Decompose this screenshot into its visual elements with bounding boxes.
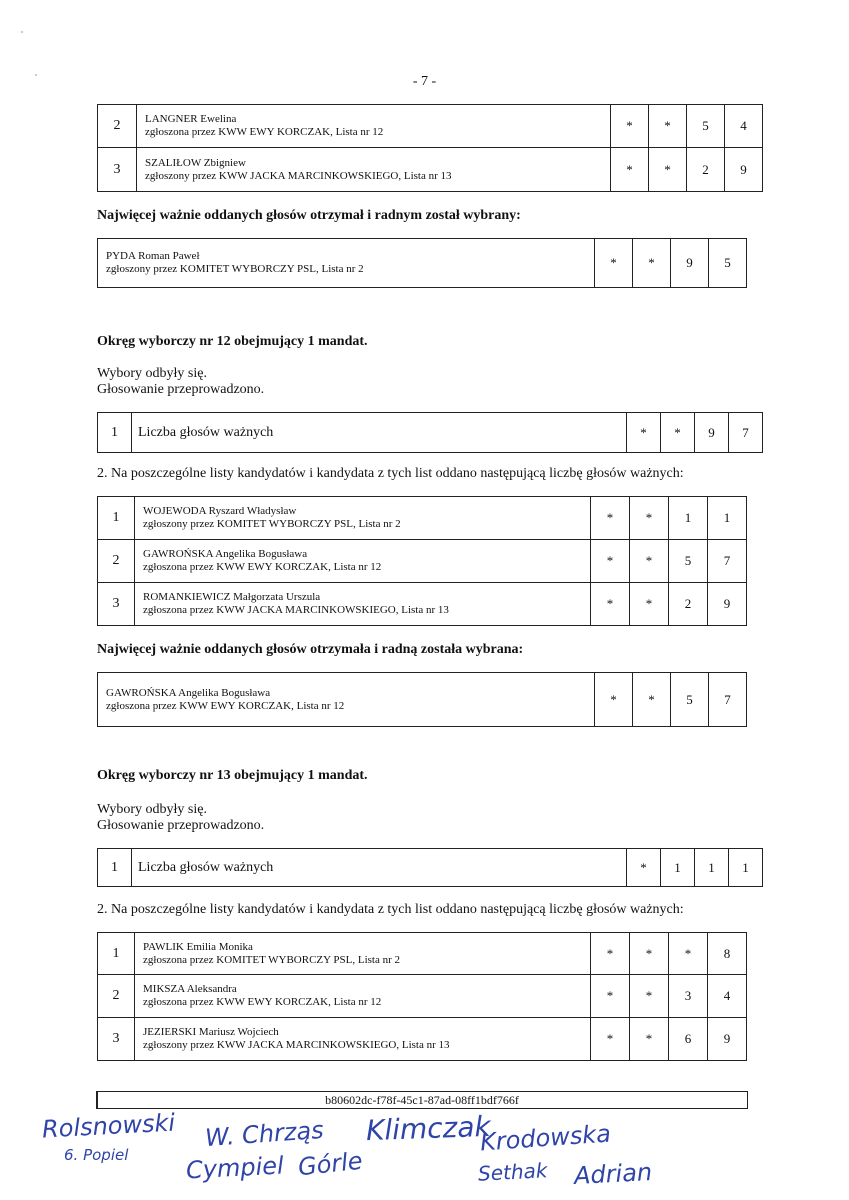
- candidate-name: ROMANKIEWICZ Małgorzata Urszula: [143, 591, 321, 603]
- table-row: 1 WOJEWODA Ryszard Władysław zgłoszony przez KOMITET WYBORCZY PSL, Lista nr 2 * * 1 1: [98, 497, 747, 540]
- district-12-voting-status: Głosowanie przeprowadzono.: [97, 382, 265, 397]
- candidates-table-district-11: [97, 104, 763, 192]
- document-id: [96, 1091, 748, 1109]
- signature: Adrian: [573, 1157, 653, 1191]
- candidate-committee: zgłoszona przez KWW EWY KORCZAK, Lista nr 12: [143, 561, 382, 573]
- candidate-committee: zgłoszona przez KWW JACKA MARCINKOWSKIEGO, Lista nr 13: [143, 604, 449, 616]
- valid-votes-table-district-12: [97, 412, 763, 453]
- candidate-name: LANGNER Ewelina: [145, 113, 237, 125]
- signature: 6. Popiel: [64, 1146, 129, 1164]
- winner-heading: Najwięcej ważnie oddanych głosów otrzymała i radną została wybrana:: [97, 642, 524, 657]
- district-12-intro: 2. Na poszczególne listy kandydatów i kandydata z tych list oddano następującą liczbę głosów ważnych:: [97, 466, 684, 481]
- signature: Krodowska: [479, 1119, 612, 1157]
- table-row: 3 JEZIERSKI Mariusz Wojciech zgłoszony przez KWW JACKA MARCINKOWSKIEGO, Lista nr 13 * * 6 9: [98, 1018, 747, 1061]
- signature: Cympiel: [185, 1151, 285, 1185]
- candidate-name: JEZIERSKI Mariusz Wojciech: [143, 1026, 279, 1038]
- district-13-intro: 2. Na poszczególne listy kandydatów i kandydata z tych list oddano następującą liczbę głosów ważnych:: [97, 902, 684, 917]
- candidate-name: PAWLIK Emilia Monika: [143, 940, 253, 953]
- winner-name: PYDA Roman Paweł: [106, 250, 200, 262]
- candidate-name: GAWROŃSKA Angelika Bogusława: [143, 548, 308, 560]
- winner-table-district-11: [97, 238, 747, 288]
- scan-speck: [21, 31, 23, 33]
- winner-table-district-12: [97, 672, 747, 727]
- candidate-committee: zgłoszona przez KOMITET WYBORCZY PSL, Lista nr 2: [143, 953, 401, 966]
- candidates-table-district-12: [97, 496, 747, 626]
- candidate-committee: zgłoszony przez KWW JACKA MARCINKOWSKIEGO, Lista nr 13: [143, 1039, 450, 1051]
- valid-votes-label: Liczba głosów ważnych: [132, 413, 627, 453]
- valid-votes-table-district-13: [97, 848, 763, 887]
- winner-heading: Najwięcej ważnie oddanych głosów otrzymał i radnym został wybrany:: [97, 208, 521, 223]
- district-13-voting-status: Głosowanie przeprowadzono.: [97, 818, 265, 833]
- table-row: 2 LANGNER Ewelina zgłoszona przez KWW EWY KORCZAK, Lista nr 12 * * 5 4: [98, 105, 763, 148]
- candidates-table-district-13: [97, 932, 747, 1061]
- winner-committee: zgłoszona przez KWW EWY KORCZAK, Lista nr 12: [106, 699, 345, 712]
- document-id-marker: [96, 1091, 98, 1109]
- district-12-heading: Okręg wyborczy nr 12 obejmujący 1 mandat.: [97, 334, 368, 349]
- winner-name: GAWROŃSKA Angelika Bogusława: [106, 686, 271, 699]
- signature: Górle: [296, 1146, 364, 1182]
- document-id-text: b80602dc-f78f-45c1-87ad-08ff1bdf766f: [325, 1093, 519, 1107]
- signature: W. Chrząs: [204, 1115, 325, 1153]
- valid-votes-label: Liczba głosów ważnych: [132, 849, 627, 887]
- winner-committee: zgłoszony przez KOMITET WYBORCZY PSL, Lista nr 2: [106, 263, 364, 275]
- table-row: 2 MIKSZA Aleksandra zgłoszona przez KWW EWY KORCZAK, Lista nr 12 * * 3 4: [98, 975, 747, 1018]
- district-13-heading: Okręg wyborczy nr 13 obejmujący 1 mandat.: [97, 768, 368, 783]
- table-row: 1 Liczba głosów ważnych * 1 1 1: [98, 849, 763, 887]
- table-row: 3 ROMANKIEWICZ Małgorzata Urszula zgłoszona przez KWW JACKA MARCINKOWSKIEGO, Lista nr 13 * * 2 9: [98, 583, 747, 626]
- signature: Sethak: [477, 1158, 548, 1186]
- table-row: 1 Liczba głosów ważnych * * 9 7: [98, 413, 763, 453]
- signature: Klimczak: [365, 1109, 492, 1148]
- table-row: GAWROŃSKA Angelika Bogusława zgłoszona przez KWW EWY KORCZAK, Lista nr 12 * * 5 7: [98, 673, 747, 727]
- table-row: 3 SZALIŁOW Zbigniew zgłoszony przez KWW JACKA MARCINKOWSKIEGO, Lista nr 13 * * 2 9: [98, 148, 763, 192]
- table-row: 2 GAWROŃSKA Angelika Bogusława zgłoszona przez KWW EWY KORCZAK, Lista nr 12 * * 5 7: [98, 540, 747, 583]
- table-row: 1 PAWLIK Emilia Monika zgłoszona przez KOMITET WYBORCZY PSL, Lista nr 2 * * * 8: [98, 933, 747, 975]
- candidate-committee: zgłoszona przez KWW EWY KORCZAK, Lista nr 12: [145, 126, 384, 138]
- district-12-status: Wybory odbyły się.: [97, 366, 207, 381]
- candidate-committee: zgłoszony przez KWW JACKA MARCINKOWSKIEGO, Lista nr 13: [145, 169, 452, 182]
- signature: Rolsnowski: [41, 1108, 176, 1144]
- scan-speck: [35, 74, 37, 76]
- candidate-name: MIKSZA Aleksandra: [143, 983, 237, 995]
- district-13-status: Wybory odbyły się.: [97, 802, 207, 817]
- candidate-committee: zgłoszony przez KOMITET WYBORCZY PSL, Lista nr 2: [143, 518, 401, 530]
- table-row: PYDA Roman Paweł zgłoszony przez KOMITET WYBORCZY PSL, Lista nr 2 * * 9 5: [98, 239, 747, 288]
- candidate-name: WOJEWODA Ryszard Władysław: [143, 505, 297, 517]
- page-number: - 7 -: [412, 74, 437, 89]
- candidate-committee: zgłoszona przez KWW EWY KORCZAK, Lista nr 12: [143, 996, 382, 1008]
- candidate-name: SZALIŁOW Zbigniew: [145, 156, 246, 169]
